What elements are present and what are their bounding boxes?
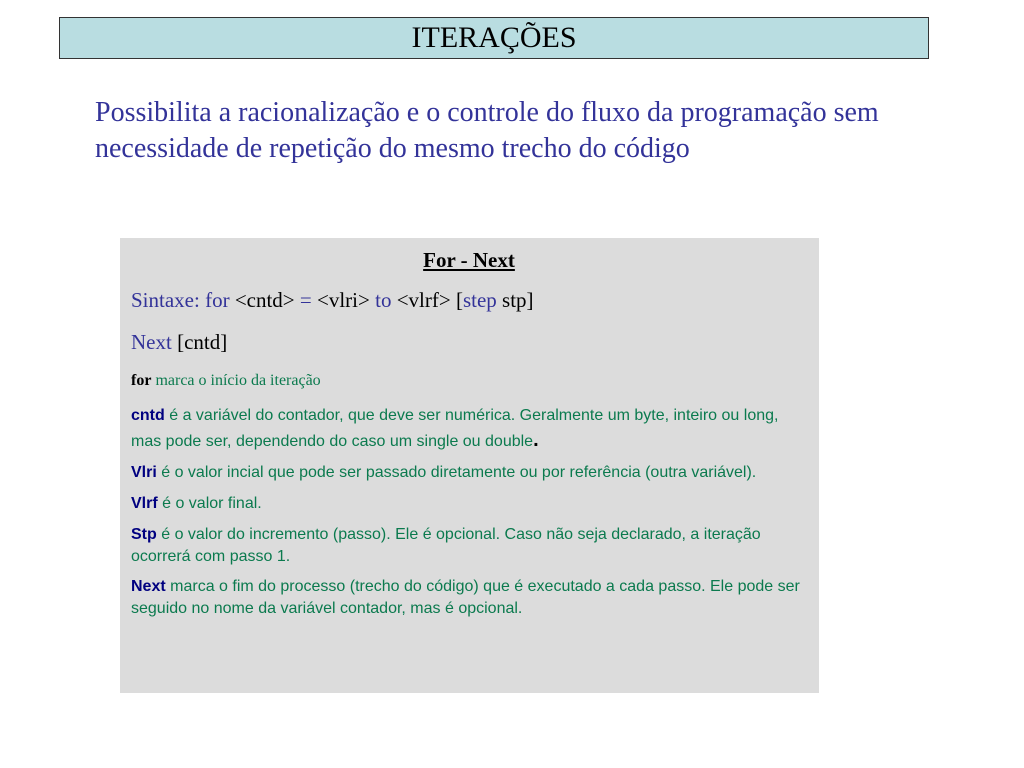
syntax-stp: stp] bbox=[496, 288, 534, 312]
text-stp: é o valor do incremento (passo). Ele é opcional. Caso não seja declarado, a iteração ocorrerá com passo 1. bbox=[131, 526, 761, 565]
for-text: marca o início da iteração bbox=[151, 372, 321, 389]
syntax-label: Sintaxe: for bbox=[131, 288, 230, 312]
syntax-to: to bbox=[375, 288, 392, 312]
desc-stp bbox=[131, 524, 807, 568]
text-vlri: é o valor incial que pode ser passado diretamente ou por referência (outra variável). bbox=[156, 464, 757, 481]
for-keyword: for bbox=[131, 372, 152, 389]
next-arg: [cntd] bbox=[171, 330, 228, 354]
text-cntd: é a variável do contador, que deve ser numérica. Geralmente um byte, inteiro ou long, mas pode ser, dependendo do caso um single ou double bbox=[131, 407, 779, 450]
box-heading: For - Next bbox=[423, 248, 515, 272]
period-cntd: . bbox=[533, 429, 539, 451]
desc-cntd bbox=[131, 404, 807, 454]
term-stp: Stp bbox=[131, 526, 157, 543]
syntax-line bbox=[131, 286, 807, 314]
next-line bbox=[131, 328, 807, 356]
syntax-vlrf: <vlrf> [ bbox=[391, 288, 463, 312]
syntax-step: step bbox=[462, 288, 497, 312]
desc-next bbox=[131, 576, 807, 620]
next-keyword: Next bbox=[131, 330, 172, 354]
intro-paragraph: Possibilita a racionalização e o controle do fluxo da programação sem necessidade de repetição do mesmo trecho do código bbox=[95, 97, 879, 164]
text-next: marca o fim do processo (trecho do código) que é executado a cada passo. Ele pode ser seguido no nome da variável contador, mas é opcional. bbox=[131, 578, 800, 617]
slide-title: ITERAÇÕES bbox=[59, 17, 929, 59]
syntax-eq: = bbox=[299, 288, 312, 312]
for-next-box bbox=[120, 238, 819, 693]
term-cntd: cntd bbox=[131, 407, 165, 424]
for-description bbox=[131, 370, 807, 392]
term-vlri: Vlri bbox=[131, 464, 157, 481]
syntax-cntd: <cntd> bbox=[229, 288, 300, 312]
desc-vlrf bbox=[131, 492, 807, 516]
desc-vlri bbox=[131, 462, 807, 484]
text-vlrf: é o valor final. bbox=[157, 495, 262, 512]
syntax-vlri: <vlri> bbox=[311, 288, 376, 312]
term-next: Next bbox=[131, 578, 166, 595]
term-vlrf: Vlrf bbox=[131, 495, 158, 512]
